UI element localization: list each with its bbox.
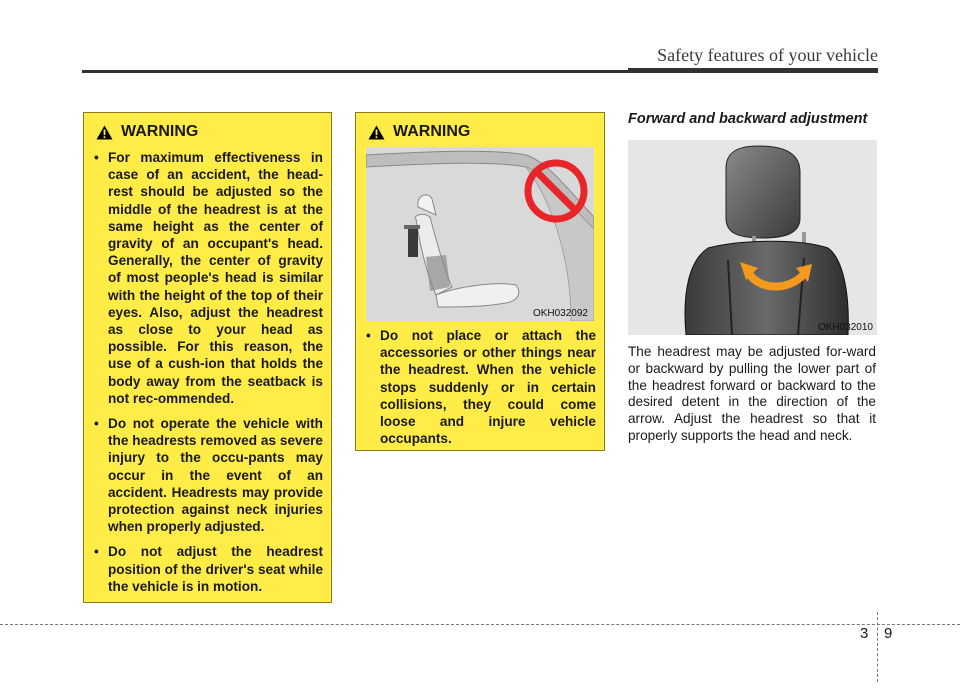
figure-code: OKH032092 bbox=[532, 308, 588, 319]
section-title: Forward and backward adjustment bbox=[628, 111, 868, 127]
warning-item-text: For maximum effectiveness in case of an accident, the head-rest should be adjusted so the middle of the headrest is at the same height as the center of gravity of an occupant's head. Generally, the center of gravity of most people's head is similar with the height of the top of their eyes. Also, adjust the headrest as close to your head as possible. For this reason, the use of a cush-ion that holds the body away from the seatback is not rec-ommended. bbox=[108, 150, 323, 406]
warning-item bbox=[90, 543, 323, 595]
warning-item-text: Do not operate the vehicle with the headrests removed as severe injury to the occu-pants may occur in the event of an accident. Headrests may provide protection against neck injuries when properly adjusted. bbox=[108, 416, 323, 535]
header-title: Safety features of your vehicle bbox=[657, 45, 878, 65]
warning-item bbox=[90, 149, 323, 407]
section-body: The headrest may be adjusted for-ward or backward by pulling the lower part of the headrest forward or backward to the desired detent in the direction of the arrow. Adjust the headrest so that it properly supports the head and neck. bbox=[628, 344, 876, 443]
bullet: • bbox=[94, 416, 99, 432]
warning-heading-middle bbox=[368, 123, 470, 141]
headrest-illustration bbox=[628, 140, 877, 335]
warning-heading-left bbox=[96, 123, 198, 141]
warning-list-middle bbox=[362, 327, 596, 455]
warning-item bbox=[362, 327, 596, 447]
warning-triangle-icon bbox=[368, 125, 385, 140]
bullet: • bbox=[94, 150, 99, 165]
seat-illustration bbox=[366, 147, 594, 321]
warning-box-left bbox=[83, 112, 332, 603]
page-divider bbox=[877, 612, 878, 682]
warning-item-text: Do not place or attach the accessories or other things near the headrest. When the vehicle stops suddenly or in certain collisions, they could come loose and injure vehicle occupants. bbox=[380, 328, 596, 447]
warning-item-text: Do not adjust the headrest position of the driver's seat while the vehicle is in motion. bbox=[108, 544, 323, 594]
warning-box-middle bbox=[355, 112, 605, 451]
warning-item bbox=[90, 415, 323, 535]
warning-title: WARNING bbox=[121, 123, 199, 140]
warning-title: WARNING bbox=[393, 123, 471, 140]
warning-triangle-icon bbox=[96, 125, 113, 140]
chapter-number: 3 bbox=[860, 625, 869, 642]
seat-accessory-figure bbox=[366, 147, 594, 321]
bullet: • bbox=[94, 544, 99, 560]
headrest-adjust-figure bbox=[628, 140, 877, 335]
header-rule-thick bbox=[628, 68, 878, 73]
footer-rule bbox=[0, 624, 960, 625]
warning-list-left bbox=[90, 149, 323, 603]
bullet: • bbox=[366, 328, 371, 343]
figure-code: OKH032010 bbox=[817, 322, 873, 333]
page-number: 9 bbox=[884, 625, 893, 642]
